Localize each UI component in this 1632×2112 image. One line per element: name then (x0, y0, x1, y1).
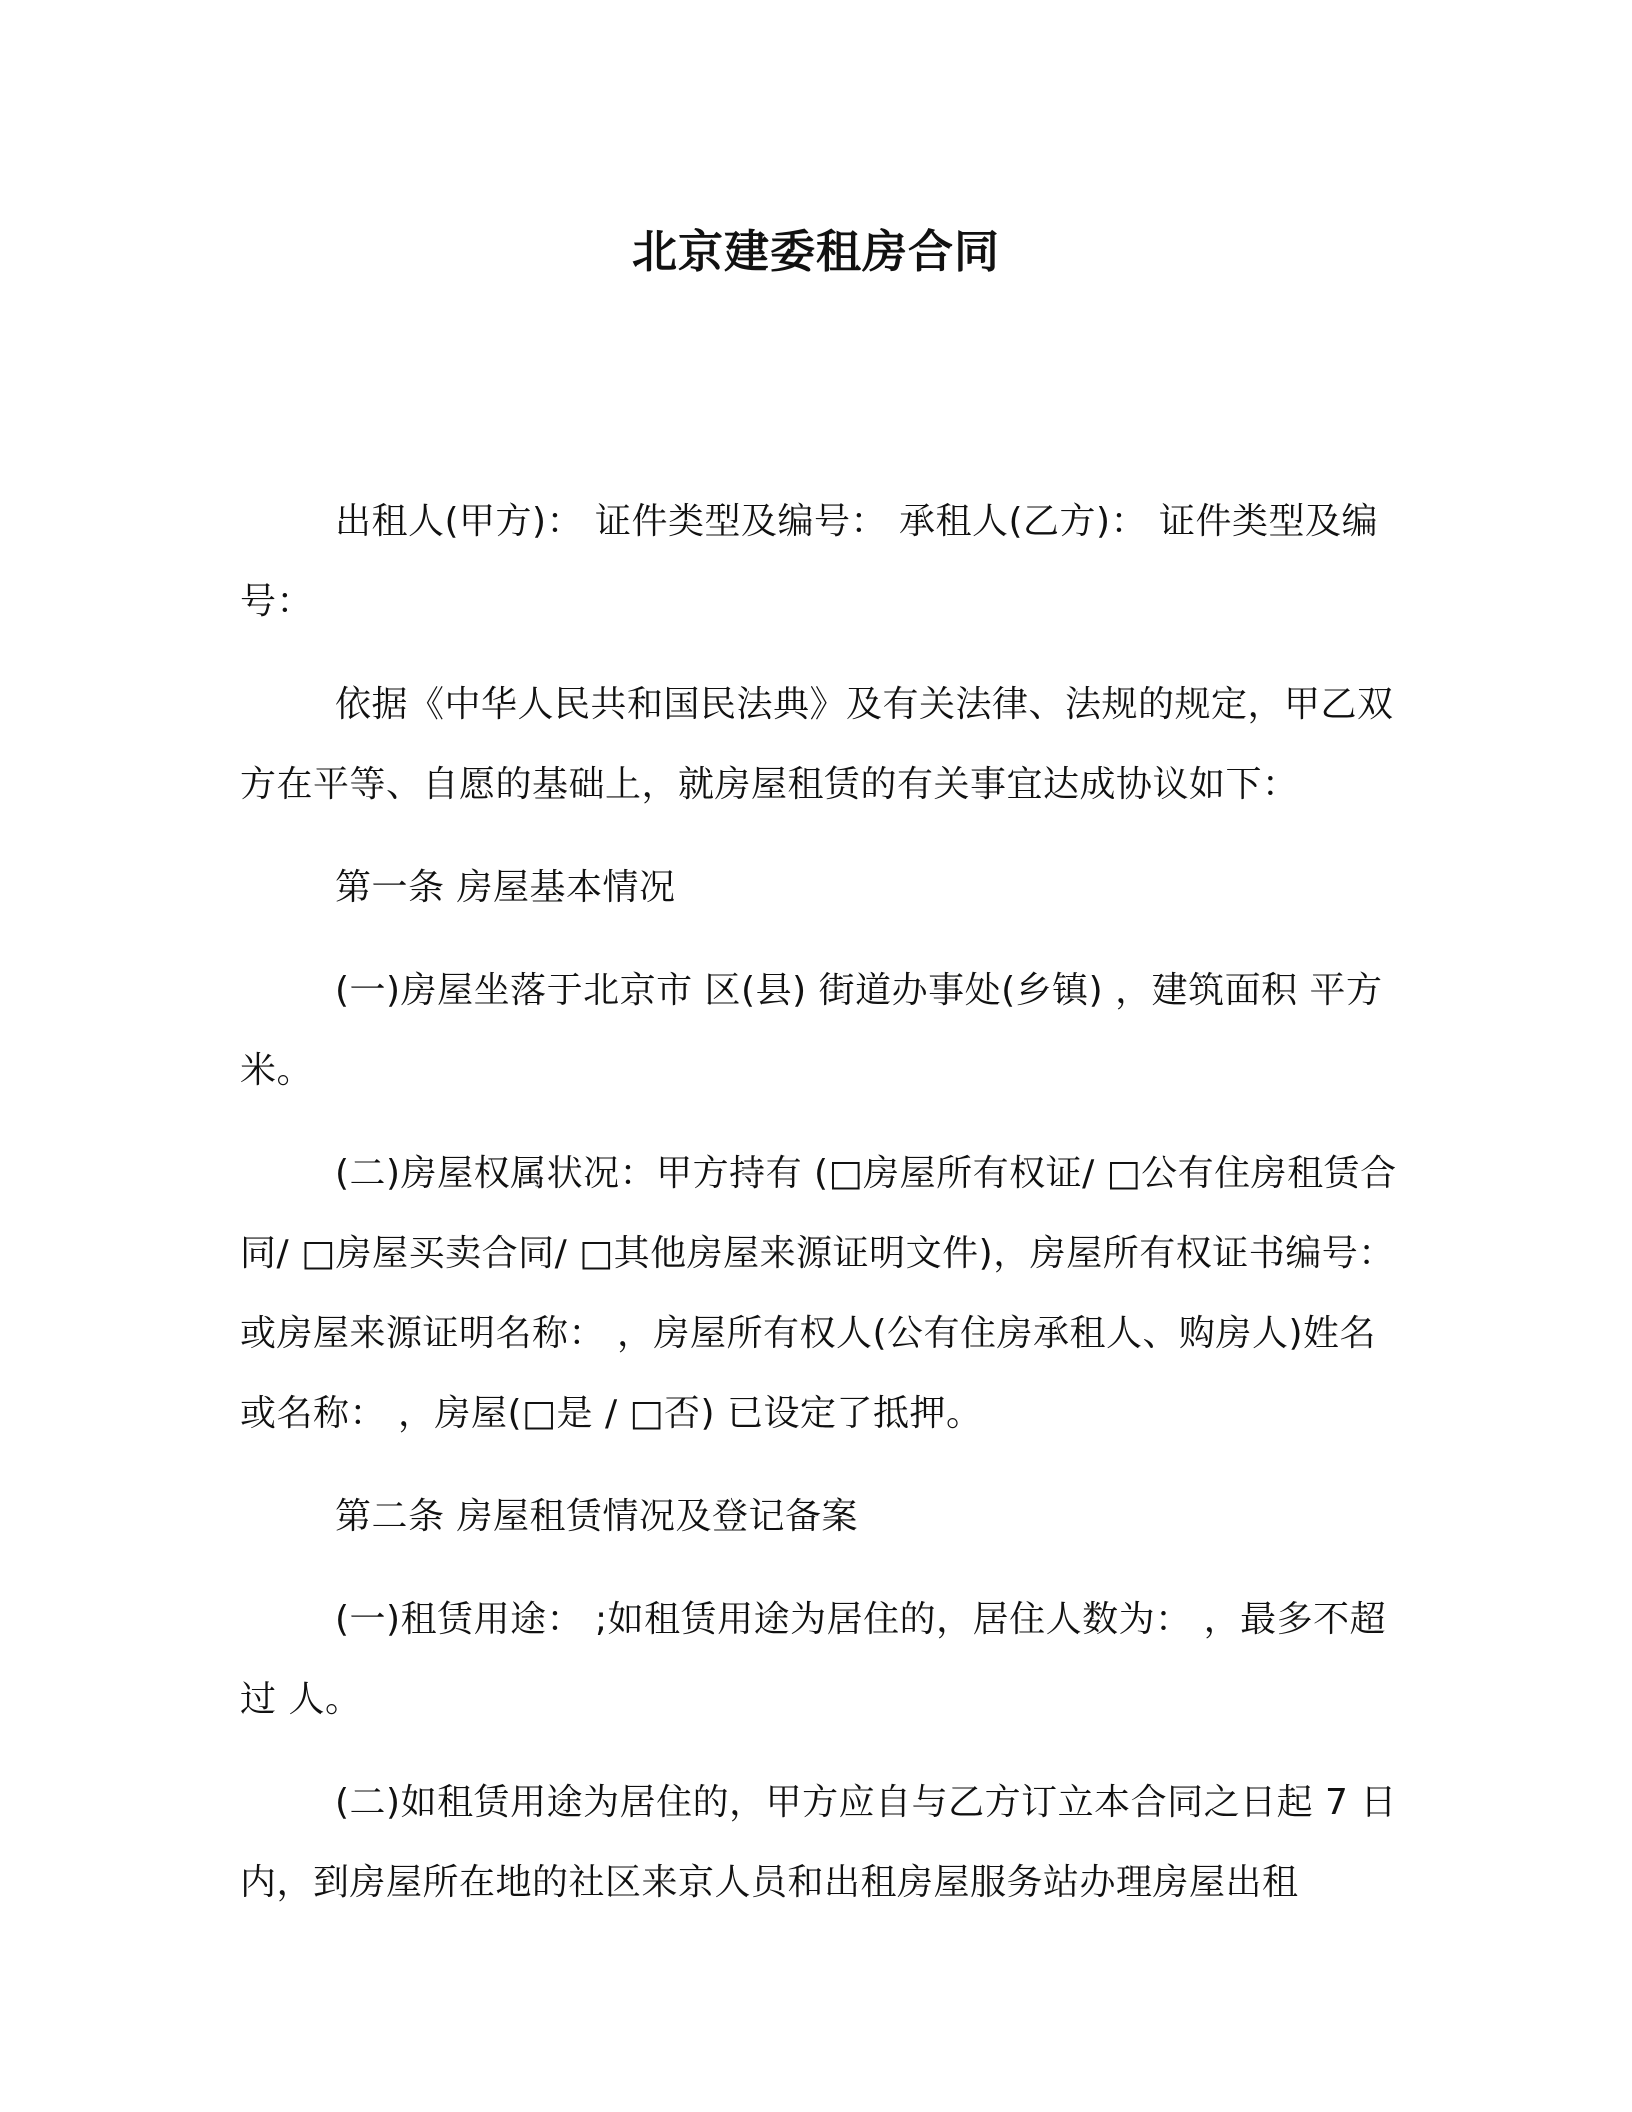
basis-paragraph: 依据《中华人民共和国民法典》及有关法律、法规的规定，甲乙双方在平等、自愿的基础上，就房屋租赁的有关事宜达成协议如下： (240, 684, 1394, 805)
article-two-heading: 第二条 房屋租赁情况及登记备案 (335, 1496, 858, 1537)
house-location-paragraph: (一)房屋坐落于北京市 区(县) 街道办事处(乡镇) ，建筑面积 平方米。 (240, 970, 1383, 1091)
document-body (240, 482, 1400, 1946)
article-one-heading: 第一条 房屋基本情况 (335, 867, 676, 908)
parties-paragraph: 出租人(甲方)： 证件类型及编号： 承租人(乙方)： 证件类型及编号： (240, 501, 1379, 622)
lease-purpose-paragraph: (一)租赁用途： ;如租赁用途为居住的，居住人数为： ，最多不超过 人。 (240, 1599, 1387, 1720)
registration-paragraph: (二)如租赁用途为居住的，甲方应自与乙方订立本合同之日起 7 日内，到房屋所在地的社区来京人员和出租房屋服务站办理房屋出租 (240, 1782, 1397, 1903)
ownership-paragraph: (二)房屋权属状况：甲方持有 (□房屋所有权证/ □公有住房租赁合同/ □房屋买卖合同/ □其他房屋来源证明文件)，房屋所有权证书编号： 或房屋来源证明名称： ，房屋所有权人(公有住房承租人、购房人)姓名或名称： ，房屋(□是 / □否) 已设定了抵押。 (240, 1153, 1397, 1434)
document-title: 北京建委租房合同 (631, 225, 1000, 278)
